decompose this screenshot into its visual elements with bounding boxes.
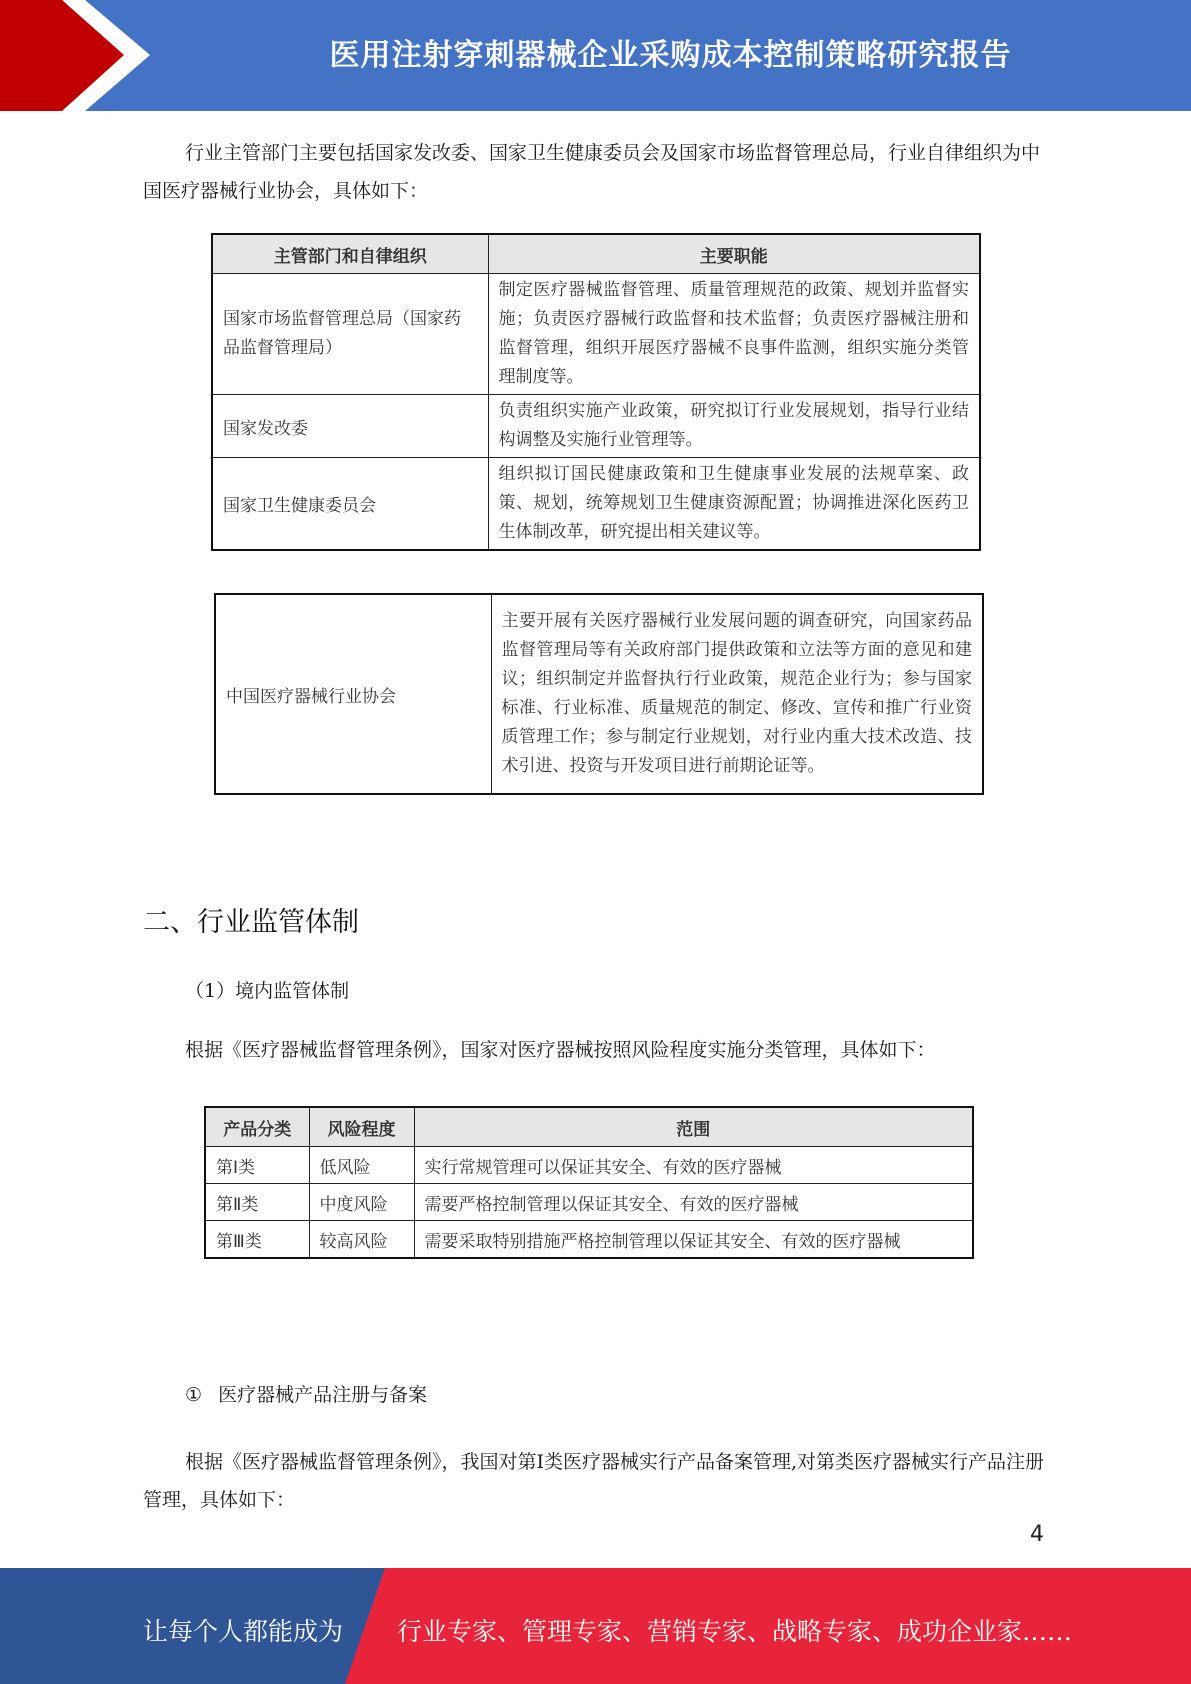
table-row [212, 395, 980, 458]
risk-cell: 较高风险 [309, 1221, 414, 1259]
class-cell: 第Ⅰ类 [205, 1147, 309, 1184]
section-heading: 二、行业监管体制 [143, 907, 359, 938]
page-header [0, 0, 1191, 111]
footer-slogan-right: 行业专家、管理专家、营销专家、战略专家、成功企业家…… [397, 1617, 1073, 1646]
column-header: 范围 [414, 1107, 973, 1147]
column-header: 风险程度 [309, 1107, 414, 1147]
org-cell: 国家卫生健康委员会 [212, 458, 488, 551]
class-cell: 第Ⅲ类 [205, 1221, 309, 1259]
sub-heading: （1）境内监管体制 [185, 980, 350, 1002]
duty-cell: 制定医疗器械监督管理、质量管理规范的政策、规划并监督实施；负责医疗器械行政监督和技术监督；负责医疗器械注册和监督管理，组织开展医疗器械不良事件监测，组织实施分类管理制度等。 [488, 274, 980, 395]
registration-paragraph: 根据《医疗器械监督管理条例》，我国对第Ⅰ类医疗器械实行产品备案管理,对第类医疗器械实行产品注册管理，具体如下： [143, 1451, 1045, 1511]
item-number: ① [185, 1384, 203, 1406]
report-title: 医用注射穿刺器械企业采购成本控制策略研究报告 [329, 37, 1012, 73]
association-table [214, 593, 984, 795]
duty-cell: 主要开展有关医疗器械行业发展问题的调查研究，向国家药品监督管理局等有关政府部门提供政策和立法等方面的意见和建议；组织制定并监督执行行业政策，规范企业行为；参与国家标准、行业标准、质量规范的制定、修改、宣传和推广行业资质管理工作；参与制定行业规划，对行业内重大技术改造、技术引进、投资与开发项目进行前期论证等。 [491, 594, 983, 794]
scope-cell: 需要采取特别措施严格控制管理以保证其安全、有效的医疗器械 [414, 1221, 973, 1259]
table-header-row [205, 1107, 973, 1147]
column-header: 主要职能 [488, 234, 980, 274]
table-header-row [212, 234, 980, 274]
column-header: 产品分类 [205, 1107, 309, 1147]
table-row [215, 594, 983, 794]
class-cell: 第Ⅱ类 [205, 1184, 309, 1221]
page-number: 4 [1030, 1522, 1044, 1547]
table-row [212, 274, 980, 395]
numbered-item [185, 1380, 427, 1407]
item-text: 医疗器械产品注册与备案 [218, 1384, 428, 1406]
table-row [205, 1184, 973, 1221]
duty-cell: 组织拟订国民健康政策和卫生健康事业发展的法规草案、政策、规划，统筹规划卫生健康资源配置；协调推进深化医药卫生体制改革，研究提出相关建议等。 [488, 458, 980, 551]
intro-paragraph: 行业主管部门主要包括国家发改委、国家卫生健康委员会及国家市场监督管理总局，行业自律组织为中国医疗器械行业协会，具体如下： [143, 142, 1041, 202]
classification-paragraph: 根据《医疗器械监督管理条例》，国家对医疗器械按照风险程度实施分类管理，具体如下： [185, 1039, 936, 1061]
header-chevron-decoration [0, 0, 150, 111]
org-cell: 国家市场监督管理总局（国家药品监督管理局） [212, 274, 488, 395]
regulators-table [211, 233, 981, 551]
footer-slogan-left: 让每个人都能成为 [143, 1617, 344, 1646]
scope-cell: 实行常规管理可以保证其安全、有效的医疗器械 [414, 1147, 973, 1184]
risk-cell: 中度风险 [309, 1184, 414, 1221]
org-cell: 国家发改委 [212, 395, 488, 458]
table-row [205, 1147, 973, 1184]
scope-cell: 需要严格控制管理以保证其安全、有效的医疗器械 [414, 1184, 973, 1221]
org-cell: 中国医疗器械行业协会 [215, 594, 491, 794]
column-header: 主管部门和自律组织 [212, 234, 488, 274]
table-row [205, 1221, 973, 1259]
duty-cell: 负责组织实施产业政策，研究拟订行业发展规划，指导行业结构调整及实施行业管理等。 [488, 395, 980, 458]
risk-cell: 低风险 [309, 1147, 414, 1184]
table-row [212, 458, 980, 551]
classification-table [204, 1106, 974, 1259]
